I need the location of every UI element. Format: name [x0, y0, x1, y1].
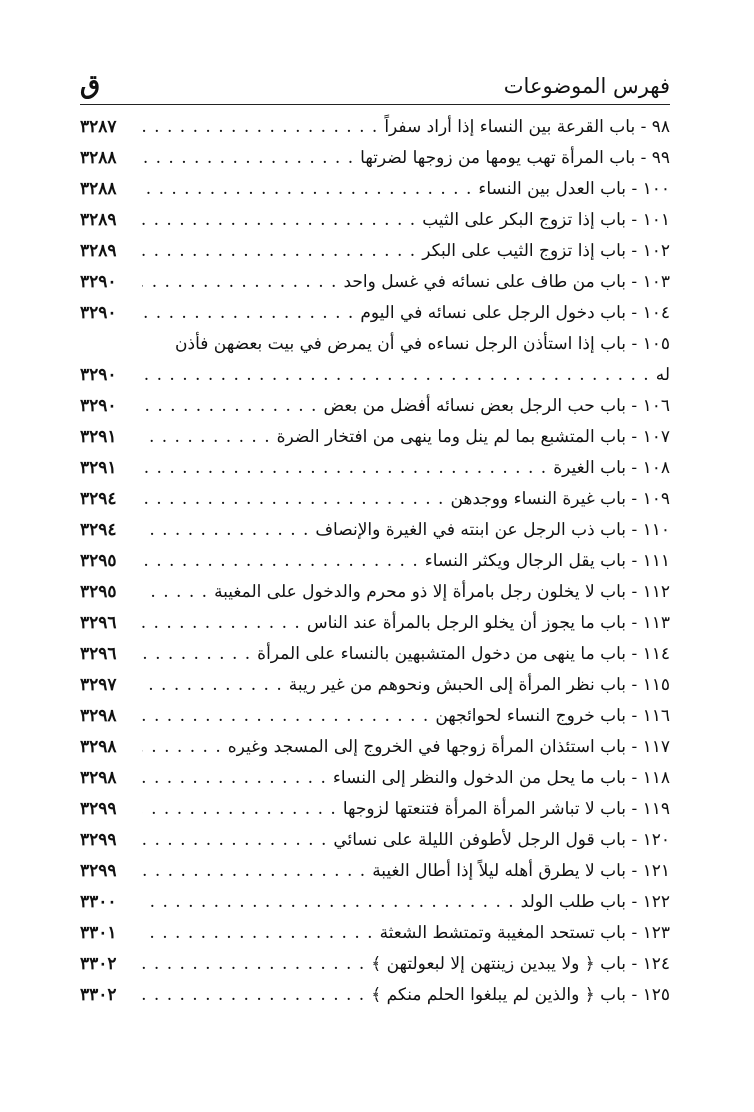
toc-entry-page-number: ٣٢٨٨ [80, 148, 117, 168]
toc-entry-page-number: ٣٢٨٩ [80, 210, 117, 230]
toc-entry-title: ١١٣ - باب ما يجوز أن يخلو الرجل بالمرأة عند الناس [306, 613, 670, 633]
toc-entry-title: ١٠٥ - باب إذا استأذن الرجل نساءه في أن يمرض في بيت بعضهن فأذن [175, 334, 670, 354]
toc-entry [80, 329, 670, 360]
dot-leader [142, 577, 208, 608]
toc-entry-title: ١٠٩ - باب غيرة النساء ووجدهن [450, 489, 670, 509]
toc-entry-title: ١٠٤ - باب دخول الرجل على نسائه في اليوم [360, 303, 670, 323]
toc-entry-title: ١٢٠ - باب قول الرجل لأطوفن الليلة على نسائي [333, 830, 670, 850]
dot-leader [142, 887, 515, 918]
toc-entry [80, 732, 670, 763]
toc-entry-title: ٩٨ - باب القرعة بين النساء إذا أراد سفراً [384, 117, 670, 137]
dot-leader [142, 639, 251, 670]
toc-entry [80, 918, 670, 949]
toc-entry-page-number: ٣٢٩٧ [80, 675, 117, 695]
toc-entry-page-number: ٣٢٩٨ [80, 768, 117, 788]
dot-leader [142, 856, 366, 887]
toc-entry [80, 856, 670, 887]
dot-leader [142, 391, 317, 422]
toc-entry-title: ١٠٦ - باب حب الرجل بعض نسائه أفضل من بعض [323, 396, 670, 416]
toc-entry [80, 391, 670, 422]
toc-entry-title: ١١٠ - باب ذب الرجل عن ابنته في الغيرة والإنصاف [315, 520, 670, 540]
toc-entry [80, 980, 670, 1011]
toc-entry [80, 577, 670, 608]
toc-entry-continuation [80, 360, 670, 391]
dot-leader [142, 205, 416, 236]
toc-entry-page-number: ٣٢٩١ [80, 427, 117, 447]
toc-entry-page-number: ٣٢٩٨ [80, 737, 117, 757]
toc-entry-title: ١١٩ - باب لا تباشر المرأة المرأة فتنعتها لزوجها [342, 799, 670, 819]
toc-entry [80, 453, 670, 484]
toc-entry-title: ١٠٠ - باب العدل بين النساء [478, 179, 670, 199]
toc-entry-title: ١٢١ - باب لا يطرق أهله ليلاً إذا أطال الغيبة [372, 861, 670, 881]
toc-entry-page-number: ٣٣٠٢ [80, 954, 117, 974]
toc-entry [80, 298, 670, 329]
dot-leader [142, 701, 429, 732]
dot-leader [142, 298, 354, 329]
toc-entry [80, 825, 670, 856]
toc-entry-title: ١٢٥ - باب ﴿ والذين لم يبلغوا الحلم منكم ﴾ [371, 985, 670, 1005]
dot-leader [142, 174, 472, 205]
header-page-letter: ق [80, 70, 101, 100]
toc-entry [80, 546, 670, 577]
toc-entry-page-number: ٣٢٩٦ [80, 613, 117, 633]
dot-leader [142, 360, 650, 391]
toc-entry-page-number: ٣٢٨٧ [80, 117, 117, 137]
table-of-contents [80, 112, 670, 1011]
toc-entry [80, 949, 670, 980]
dot-leader [142, 267, 337, 298]
header-title: فهرس الموضوعات [503, 74, 670, 98]
toc-entry [80, 174, 670, 205]
toc-entry-title: ١١٧ - باب استئذان المرأة زوجها في الخروج إلى المسجد وغيره [227, 737, 670, 757]
dot-leader [142, 143, 354, 174]
dot-leader [142, 763, 327, 794]
dot-leader [142, 422, 271, 453]
toc-entry-page-number: ٣٢٩٩ [80, 861, 117, 881]
toc-entry-page-number: ٣٢٨٨ [80, 179, 117, 199]
toc-entry-page-number: ٣٢٩٠ [80, 303, 117, 323]
toc-entry [80, 608, 670, 639]
dot-leader [142, 608, 301, 639]
toc-entry-page-number: ٣٢٩٦ [80, 644, 117, 664]
toc-entry-title: ١١٥ - باب نظر المرأة إلى الحبش ونحوهم من غير ريبة [288, 675, 670, 695]
toc-entry-page-number: ٣٢٩٤ [80, 520, 117, 540]
toc-entry-page-number: ٣٣٠١ [80, 923, 117, 943]
toc-entry-page-number: ٣٢٩٩ [80, 799, 117, 819]
toc-entry-title: ١٠٣ - باب من طاف على نسائه في غسل واحد [343, 272, 670, 292]
toc-entry-page-number: ٣٢٩٥ [80, 582, 117, 602]
toc-entry-page-number: ٣٢٩٨ [80, 706, 117, 726]
toc-entry-title-continuation: له [655, 365, 670, 385]
toc-entry [80, 236, 670, 267]
toc-entry [80, 515, 670, 546]
toc-entry-page-number: ٣٢٩٠ [80, 272, 117, 292]
dot-leader [142, 453, 547, 484]
toc-entry-page-number: ٣٣٠٢ [80, 985, 117, 1005]
toc-entry [80, 267, 670, 298]
toc-entry [80, 763, 670, 794]
toc-entry [80, 701, 670, 732]
toc-entry-title: ١١٢ - باب لا يخلون رجل بامرأة إلا ذو محرم والدخول على المغيبة [214, 582, 670, 602]
dot-leader [142, 546, 419, 577]
toc-entry [80, 794, 670, 825]
toc-entry [80, 143, 670, 174]
toc-entry-page-number: ٣٢٩٥ [80, 551, 117, 571]
toc-entry [80, 639, 670, 670]
toc-entry [80, 422, 670, 453]
dot-leader [142, 918, 374, 949]
page-header [80, 60, 670, 105]
toc-entry-page-number: ٣٢٩٤ [80, 489, 117, 509]
toc-entry-page-number: ٣٢٨٩ [80, 241, 117, 261]
dot-leader [142, 515, 309, 546]
dot-leader [142, 980, 365, 1011]
toc-entry-title: ١١٤ - باب ما ينهى من دخول المتشبهين بالنساء على المرأة [257, 644, 670, 664]
toc-entry [80, 887, 670, 918]
toc-entry-title: ٩٩ - باب المرأة تهب يومها من زوجها لضرتها [360, 148, 670, 168]
toc-entry-title: ١١٨ - باب ما يحل من الدخول والنظر إلى النساء [332, 768, 670, 788]
dot-leader [142, 825, 327, 856]
toc-entry-title: ١٢٢ - باب طلب الولد [520, 892, 670, 912]
toc-entry-page-number: ٣٢٩٠ [80, 396, 117, 416]
dot-leader [142, 670, 283, 701]
dot-leader [142, 484, 444, 515]
dot-leader [142, 732, 222, 763]
toc-entry-page-number: ٣٢٩٩ [80, 830, 117, 850]
toc-entry-title: ١١١ - باب يقل الرجال ويكثر النساء [424, 551, 670, 571]
toc-entry-title: ١١٦ - باب خروج النساء لحوائجهن [435, 706, 670, 726]
toc-entry [80, 670, 670, 701]
toc-entry [80, 205, 670, 236]
dot-leader [142, 236, 416, 267]
toc-entry-title: ١٠١ - باب إذا تزوج البكر على الثيب [422, 210, 670, 230]
toc-entry-page-number: ٣٣٠٠ [80, 892, 117, 912]
toc-entry-title: ١٠٨ - باب الغيرة [553, 458, 670, 478]
toc-entry-title: ١٠٧ - باب المتشبع بما لم ينل وما ينهى من افتخار الضرة [276, 427, 670, 447]
toc-entry-page-number: ٣٢٩١ [80, 458, 117, 478]
toc-entry-title: ١٢٣ - باب تستحد المغيبة وتمتشط الشعثة [379, 923, 670, 943]
dot-leader [142, 949, 365, 980]
toc-entry-title: ١٢٤ - باب ﴿ ولا يبدين زينتهن إلا لبعولتهن ﴾ [371, 954, 670, 974]
toc-entry-page-number: ٣٢٩٠ [80, 365, 117, 385]
dot-leader [142, 112, 378, 143]
toc-entry [80, 112, 670, 143]
toc-entry-title: ١٠٢ - باب إذا تزوج الثيب على البكر [422, 241, 670, 261]
toc-entry [80, 484, 670, 515]
dot-leader [142, 794, 337, 825]
